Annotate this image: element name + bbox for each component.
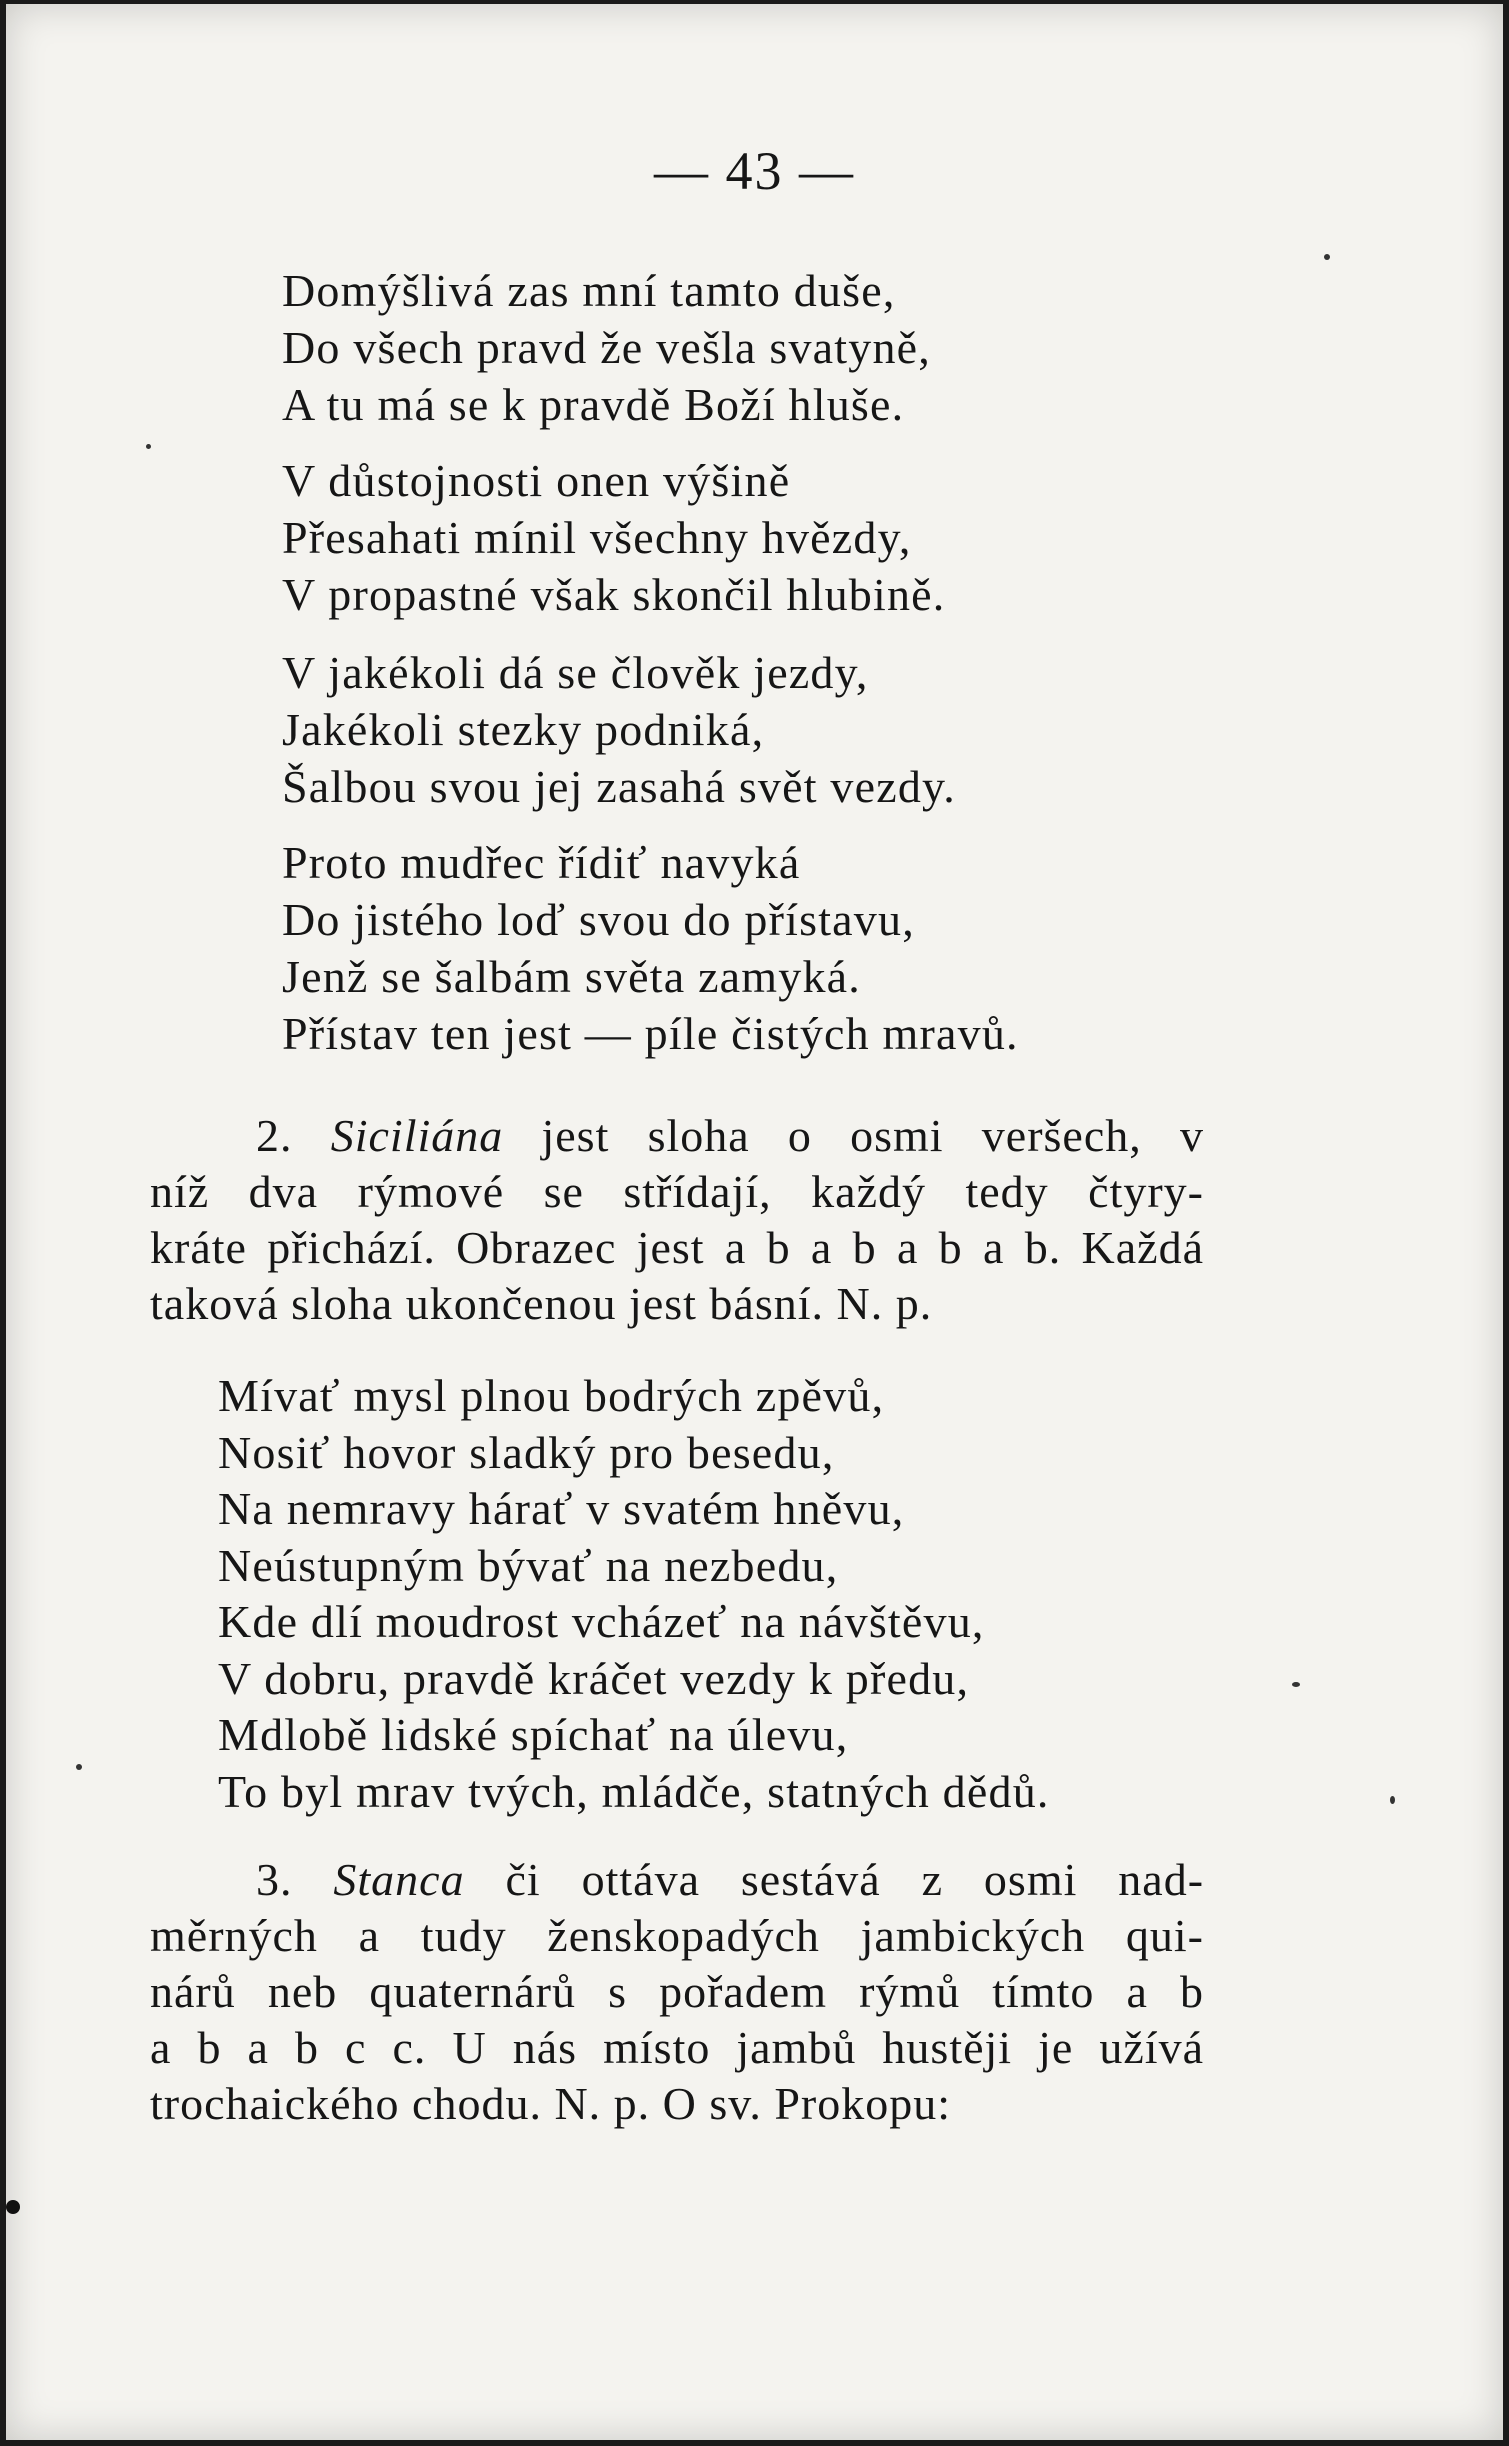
verse-line: Domýšlivá zas mní tamto duše, xyxy=(282,265,896,316)
section-number: 3. xyxy=(256,1854,293,1905)
section-3-paragraph xyxy=(150,1852,1204,2132)
verse-line: Mdlobě lidské spíchať na úlevu, xyxy=(218,1709,849,1760)
stanza-3 xyxy=(282,644,956,815)
stanza-1 xyxy=(282,262,931,433)
paper-speck xyxy=(1390,1796,1395,1804)
verse-line: A tu má se k pravdě Boží hluše. xyxy=(282,379,905,430)
verse-line: Přístav ten jest — píle čistých mravů. xyxy=(282,1008,1019,1059)
verse-line: Do jistého loď svou do přístavu, xyxy=(282,894,915,945)
paper-speck xyxy=(1324,254,1330,260)
verse-line: V dobru, pravdě kráčet vezdy k předu, xyxy=(218,1652,970,1704)
section-term: Stanca xyxy=(333,1854,465,1905)
paragraph-line: nárů neb quaternárů s pořadem rýmů tímto a b xyxy=(150,1966,1204,2017)
paper-speck xyxy=(6,2200,20,2214)
paper-speck xyxy=(76,1764,82,1770)
verse-line: V důstojnosti onen výšině xyxy=(282,455,791,506)
stanza-2 xyxy=(282,452,946,623)
paragraph-line: níž dva rýmové se střídají, každý tedy čtyry- xyxy=(150,1166,1204,1217)
section-term: Siciliána xyxy=(330,1110,504,1161)
paragraph-line: taková sloha ukončenou jest básní. N. p. xyxy=(150,1278,933,1329)
section-number: 2. xyxy=(256,1110,293,1161)
paragraph-line: kráte přichází. Obrazec jest a b a b a b a b. Každá xyxy=(150,1222,1204,1273)
verse-line: To byl mrav tvých, mládče, statných dědů. xyxy=(218,1765,1050,1817)
paragraph-text: jest sloha o osmi veršech, v xyxy=(541,1110,1204,1161)
verse-line: Šalbou svou jej zasahá svět vezdy. xyxy=(282,761,956,812)
paper-speck xyxy=(146,444,151,449)
verse-line: Na nemravy hárať v svatém hněvu, xyxy=(218,1483,905,1534)
verse-line: Přesahati mínil všechny hvězdy, xyxy=(282,512,912,563)
section-2-paragraph xyxy=(150,1108,1204,1332)
verse-line: Proto mudřec řídiť navyká xyxy=(282,837,801,888)
verse-line: V propastné však skončil hlubině. xyxy=(282,569,946,620)
verse-line: Neústupným bývať na nezbedu, xyxy=(218,1539,839,1591)
stanza-4 xyxy=(282,834,1019,1062)
page-number: — 43 — xyxy=(654,141,855,201)
paper-speck xyxy=(1292,1682,1300,1687)
verse-line: Nosiť hovor sladký pro besedu, xyxy=(218,1426,835,1478)
verse-line: V jakékoli dá se člověk jezdy, xyxy=(282,647,869,698)
verse-line: Do všech pravd že vešla svatyně, xyxy=(282,322,931,373)
verse-line: Jenž se šalbám světa zamyká. xyxy=(282,951,861,1002)
paragraph-text: či ottáva sestává z osmi nad- xyxy=(505,1854,1205,1905)
paragraph-line: trochaického chodu. N. p. O sv. Prokopu: xyxy=(150,2078,951,2129)
siciliana-example-stanza xyxy=(218,1368,1050,1820)
paragraph-line: měrných a tudy ženskopadých jambických qui- xyxy=(150,1910,1204,1961)
verse-line: Kde dlí moudrost vcházeť na návštěvu, xyxy=(218,1596,985,1647)
book-page xyxy=(6,4,1503,2440)
verse-line: Mívať mysl plnou bodrých zpěvů, xyxy=(218,1370,885,1421)
paragraph-line: a b a b c c. U nás místo jambů hustěji je užívá xyxy=(150,2022,1204,2073)
verse-line: Jakékoli stezky podniká, xyxy=(282,704,765,755)
